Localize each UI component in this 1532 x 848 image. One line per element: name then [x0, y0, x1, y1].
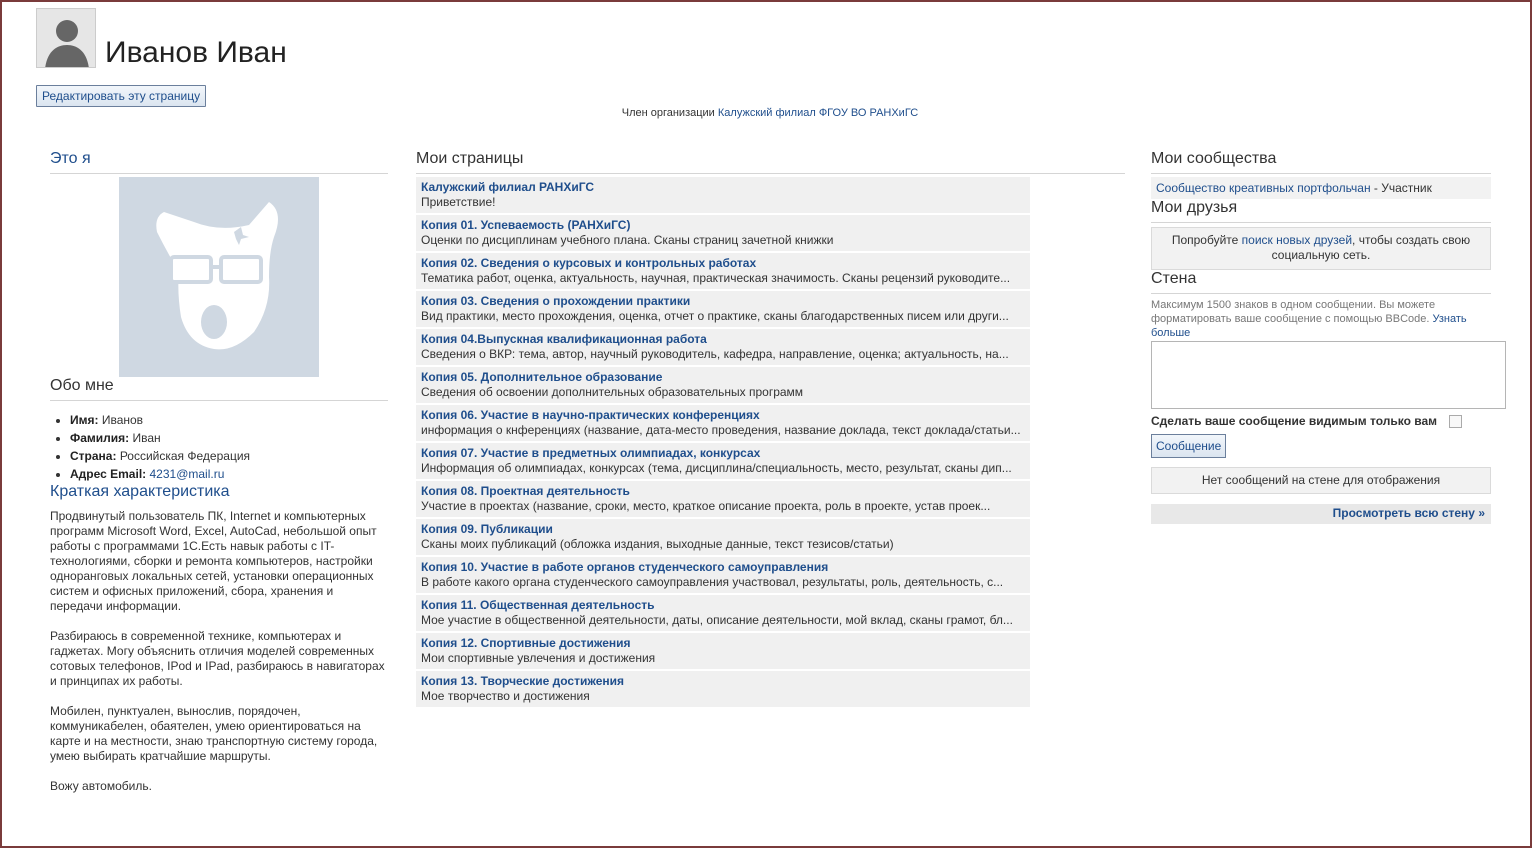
edit-page-button[interactable]: Редактировать эту страницу: [36, 85, 206, 107]
member-prefix: Член организации: [621, 107, 715, 119]
page-item[interactable]: [416, 557, 1030, 593]
page-title: Иванов Иван: [105, 36, 287, 69]
page-item[interactable]: [416, 367, 1030, 403]
about-list: [50, 411, 388, 483]
page-item[interactable]: [416, 405, 1030, 441]
page-item[interactable]: [416, 215, 1030, 251]
page-item[interactable]: [416, 253, 1030, 289]
page-description: Сведения об освоении дополнительных образовательных программ: [421, 385, 804, 399]
wall-hint: Максимум 1500 знаков в одном сообщении. Вы можете форматировать ваше сообщение с помощью BBCode. Узнать больше: [1151, 299, 1467, 339]
left-column: [50, 150, 388, 809]
about-item-email: • Адрес Email: 4231@mail.ru: [70, 465, 388, 483]
right-column: [1151, 150, 1491, 524]
wall-heading: Стена: [1151, 270, 1491, 294]
page-description: информация о кнференциях (название, дата-место проведения, название доклада, текст доклада/статьи...: [421, 423, 1021, 437]
my-pages-heading: Мои страницы: [416, 150, 1125, 174]
page-item[interactable]: [416, 329, 1030, 365]
page-description: Мои спортивные увлечения и достижения: [421, 651, 656, 665]
about-item-name: • Имя: Иванов: [70, 411, 388, 429]
page-description: Приветствие!: [421, 195, 496, 209]
page-item[interactable]: [416, 177, 1030, 213]
organization-link[interactable]: Калужский филиал ФГОУ ВО РАНХиГС: [717, 107, 919, 119]
friends-heading: Мои друзья: [1151, 199, 1491, 223]
organization-line: [0, 107, 1532, 119]
page-title-link[interactable]: Копия 13. Творческие достижения: [421, 674, 624, 688]
profile-picture: [119, 177, 319, 377]
learn-more-link[interactable]: Узнать больше: [1151, 313, 1467, 339]
about-item-country: • Страна: Российская Федерация: [70, 447, 388, 465]
post-message-button[interactable]: Сообщение: [1151, 434, 1226, 458]
view-wall-link[interactable]: Просмотреть всю стену »: [1332, 506, 1485, 520]
characteristic-heading: Краткая характеристика: [50, 483, 230, 500]
community-role: - Участник: [1370, 181, 1432, 195]
page-item[interactable]: [416, 481, 1030, 517]
bio-text: [50, 509, 388, 794]
page-title-link[interactable]: Копия 10. Участие в работе органов студенческого самоуправления: [421, 560, 829, 574]
about-heading: Обо мне: [50, 377, 388, 401]
wall-message-input[interactable]: [1151, 341, 1506, 409]
page-description: В работе какого органа студенческого самоуправления участвовал, результаты, роль, деятельность, с...: [421, 575, 1004, 589]
page-description: Участие в проектах (название, сроки, место, краткое описание проекта, роль в проекте, устав проек...: [421, 499, 991, 513]
page-title-link[interactable]: Копия 05. Дополнительное образование: [421, 370, 663, 384]
bio-paragraph: Разбираюсь в современной технике, компьютерах и гаджетах. Могу объяснить отличия моделей современных сотовых телефонов, IPod и IPad, разбираюсь в навигаторах и принципах их работы.: [50, 629, 385, 688]
page-description: Тематика работ, оценка, актуальность, научная, практическая значимость. Сканы рецензий руководите...: [421, 271, 1011, 285]
page-description: Сведения о ВКР: тема, автор, научный руководитель, кафедра, направление, оценка; актуальность, на...: [421, 347, 1009, 361]
bio-paragraph: Продвинутый пользователь ПК, Internet и компьютерных программ Microsoft Word, Excel, AutoCad, небольшой опыт работы с программами 1С.Есть навык работы с IT-технологиями, сборки и ремонта компьютеров, настройки одноранговых локальных сетей, установки операционных систем и офисных приложений, сбора, хранения и передачи информации.: [50, 509, 377, 613]
page-description: Сканы моих публикаций (обложка издания, выходные данные, текст тезисов/статьи): [421, 537, 894, 551]
community-link[interactable]: Сообщество креативных портфольчан: [1156, 181, 1371, 195]
bio-paragraph: Вожу автомобиль.: [50, 779, 152, 793]
communities-heading: Мои сообщества: [1151, 150, 1491, 174]
me-heading: Это я: [50, 150, 388, 174]
page-title-link[interactable]: Копия 07. Участие в предметных олимпиадах, конкурсах: [421, 446, 761, 460]
page-item[interactable]: [416, 443, 1030, 479]
page-description: Мое творчество и достижения: [421, 689, 590, 703]
page-title-link[interactable]: Копия 01. Успеваемость (РАНХиГС): [421, 218, 631, 232]
page-title-link[interactable]: Копия 09. Публикации: [421, 522, 553, 536]
page-title-link[interactable]: Копия 08. Проектная деятельность: [421, 484, 630, 498]
page-item[interactable]: [416, 519, 1030, 555]
view-wall-bar: [1151, 504, 1491, 524]
user-avatar[interactable]: [36, 8, 96, 68]
page-item[interactable]: [416, 291, 1030, 327]
pages-list: [416, 177, 1030, 707]
friends-box: Попробуйте поиск новых друзей, чтобы создать свою социальную сеть.: [1151, 227, 1491, 270]
page-description: Мое участие в общественной деятельности, даты, описание деятельности, мой вклад, сканы грамот, бл...: [421, 613, 1013, 627]
page-title-link[interactable]: Копия 02. Сведения о курсовых и контрольных работах: [421, 256, 757, 270]
middle-column: [416, 150, 1125, 709]
page-description: Информация об олимпиадах, конкурсах (тема, дисциплина/специальность, место, результат, сканы дип...: [421, 461, 1012, 475]
page-title-link[interactable]: Калужский филиал РАНХиГС: [421, 180, 595, 194]
page-title-link[interactable]: Копия 04.Выпускная квалификационная работа: [421, 332, 707, 346]
find-friends-link[interactable]: поиск новых друзей: [1241, 233, 1353, 247]
page-title-link[interactable]: Копия 12. Спортивные достижения: [421, 636, 631, 650]
page-title-link[interactable]: Копия 06. Участие в научно-практических конференциях: [421, 408, 760, 422]
page-item[interactable]: [416, 671, 1030, 707]
private-message-option: [1151, 414, 1491, 428]
about-item-surname: • Фамилия: Иван: [70, 429, 388, 447]
email-link[interactable]: 4231@mail.ru: [149, 467, 225, 481]
page-item[interactable]: [416, 633, 1030, 669]
no-messages-notice: Нет сообщений на стене для отображения: [1151, 467, 1491, 494]
community-item: [1151, 177, 1491, 199]
page-title-link[interactable]: Копия 03. Сведения о прохождении практики: [421, 294, 691, 308]
dog-placeholder-icon: [119, 177, 319, 377]
page-item[interactable]: [416, 595, 1030, 631]
page-description: Вид практики, место прохождения, оценка, отчет о практике, сканы благодарственных писем или други...: [421, 309, 1009, 323]
page-title-link[interactable]: Копия 11. Общественная деятельность: [421, 598, 655, 612]
bio-paragraph: Мобилен, пунктуален, вынослив, порядочен, коммуникабелен, обаятелен, умею ориентироваться на карте и на местности, знаю транспортную систему города, умею выбирать кратчайшие маршруты.: [50, 704, 378, 763]
private-checkbox[interactable]: [1449, 415, 1462, 428]
private-label: Сделать ваше сообщение видимым только вам: [1151, 414, 1438, 428]
page-description: Оценки по дисциплинам учебного плана. Сканы страниц зачетной книжки: [421, 233, 834, 247]
